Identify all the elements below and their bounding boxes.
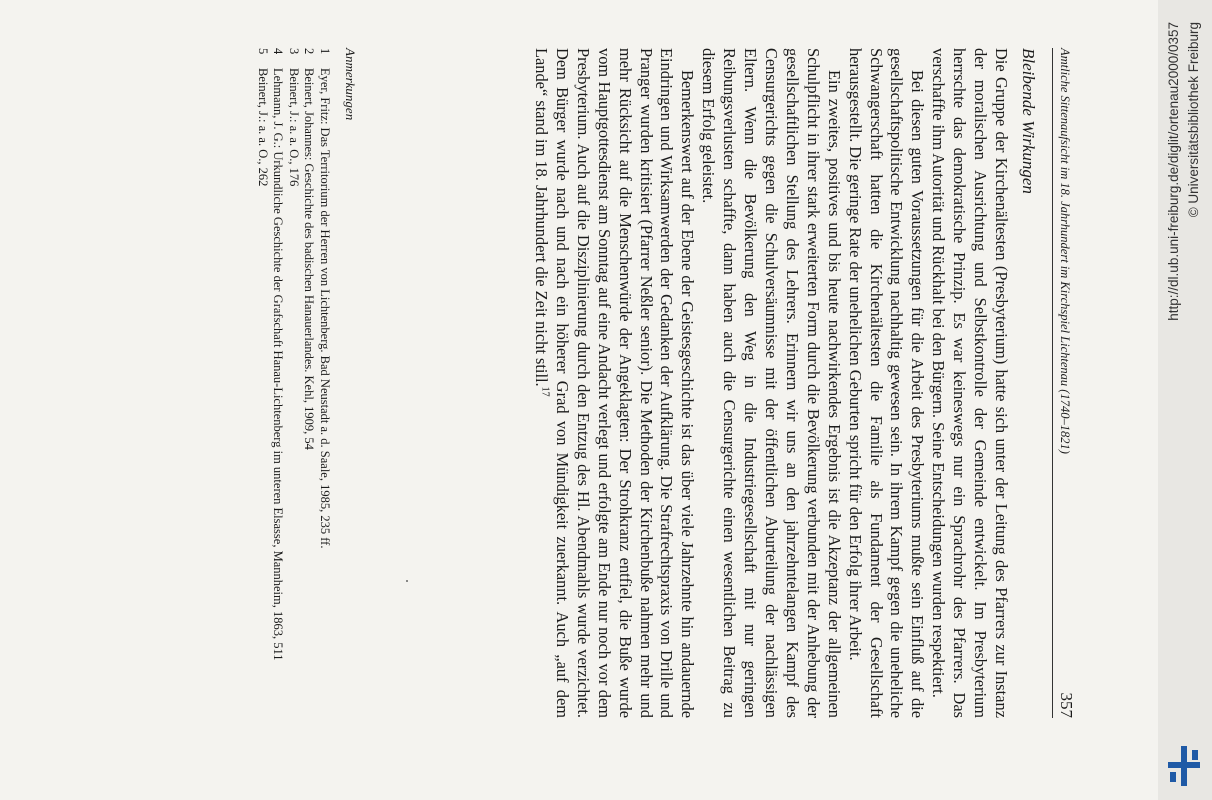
speck	[406, 580, 408, 582]
library-logo-icon	[1162, 744, 1206, 790]
note-number: 5	[255, 48, 270, 55]
running-head-title: Amtliche Sittenaufsicht im 18. Jahrhundert im Kirchspiel Lichtenau (1740–1821)	[1058, 48, 1072, 454]
footnote-ref: 17	[539, 386, 551, 397]
note-item	[316, 48, 332, 718]
note-text: Lehmann, J. G.: Urkundliche Geschichte der Grafschaft Hanau-Lichtenberg im unteren Elsasse, Mannheim, 1863, 511	[271, 68, 286, 661]
note-number: 4	[271, 48, 286, 55]
copyright-notice: © Universitätsbibliothek Freiburg	[1186, 22, 1201, 218]
paragraph-last	[530, 48, 697, 718]
note-text: Beinert, J.: a. a. O., 176	[286, 68, 301, 187]
note-item	[285, 48, 301, 718]
note-item	[270, 48, 286, 718]
body-text	[530, 48, 1011, 718]
logo-bar-vertical	[1181, 746, 1187, 786]
logo-block	[1170, 772, 1176, 782]
sidebar-text-rotator	[1158, 0, 1212, 800]
notes-list	[254, 48, 332, 718]
note-number: 1	[318, 48, 332, 55]
note-number: 3	[286, 48, 301, 55]
source-url[interactable]: http://dl.ub.uni-freiburg.de/diglit/ortenau2000/0357	[1166, 22, 1181, 321]
note-item	[301, 48, 317, 718]
note-text: Beinert, J.: a. a. O., 262	[255, 68, 270, 187]
paragraph: Die Gruppe der Kirchenältesten (Presbyterium) hatte sich unter der Leitung des Pfarrers zur Instanz der moralischen Ausrichtung und Selbstkontrolle der Gemeinde entwickelt. Im Presbyterium herrschte das demokratische Prinzip. Es war keineswegs nur ein Sprachrohr des Pfarrers. Das verschaffte ihm Autorität und Rückhalt bei den Bürgern. Seine Entscheidungen wurden respektiert.	[929, 48, 1011, 718]
notes-title: Anmerkungen	[343, 48, 358, 121]
running-head	[1052, 48, 1076, 718]
logo-block	[1192, 750, 1198, 760]
note-item	[254, 48, 270, 718]
paragraph: Bei diesen guten Voraussetzungen für die Arbeit des Presbyteriums mußte sein Einfluß auf die gesellschaftspolitische Entwicklung nachhaltig gewesen sein. In ihrem Kampf gegen die uneheliche Schwangerschaft hatten die Kirchenältesten die Familie als Fundament der Gesellschaft herausgestellt. Die geringe Rate der unehelichen Geburten spricht für den Erfolg ihrer Arbeit.	[845, 48, 928, 718]
note-number: 2	[302, 48, 317, 55]
page-number: 357	[1057, 692, 1076, 718]
note-text: Beinert, Johannes: Geschichte des badischen Hanauerlandes. Kehl, 1909, 54	[302, 68, 317, 450]
paragraph: Ein zweites, positives und bis heute nachwirkendes Ergebnis ist die Akzeptanz der allgemeinen Schulpflicht in ihrer stark erweiterten Form durch die Bevölkerung verbunden mit der Anhebung der gesellschaftlichen Stellung des Lehrers. Erinnern wir uns an den jahrzehntelangen Kampf des Censurgerichts gegen die Schulversäumnisse mit der öffentlichen Aburteilung der nachlässigen Eltern. Wenn die Bevölkerung den Weg in die Industriegesellschaft mit nur geringen Reibungsverlusten schaffte, dann haben auch die Censurgerichte einen wesentlichen Beitrag zu diesem Erfolg geleistet.	[699, 48, 844, 718]
paragraph: Bemerkenswert auf der Ebene der Geistesgeschichte ist das über viele Jahrzehnte hin andauernde Eindringen und Wirksamwerden der Gedanken der Aufklärung. Die Strafrechtspraxis von Drille und Pranger wurden kritisiert (Pfarrer Neßler senior). Die Methoden der Kirchenbuße nahmen mehr und mehr Rücksicht auf die Menschenwürde der Angeklagten: Der Strohkranz entfiel, die Buße wurde vom Hauptgottesdienst am Sonntag auf eine Andacht verlegt und erfolgte am Ende nur noch vor dem Presbyterium. Auch auf die Disziplinierung durch den Entzug des Hl. Abendmahls wurde verzichtet. Dem Bürger wurde nach und nach ein höherer Grad von Mündigkeit zuerkannt. Auch „auf dem Lande“ stand im 18. Jahrhundert die Zeit nicht still.	[532, 48, 698, 718]
section-heading: Bleibende Wirkungen	[1019, 48, 1038, 194]
sidebar-text	[1158, 0, 1212, 800]
note-text: Eyer, Fritz: Das Territorium der Herren von Lichtenberg. Bad Neustadt a. d. Saale, 1985, 235 ff.	[318, 68, 332, 549]
